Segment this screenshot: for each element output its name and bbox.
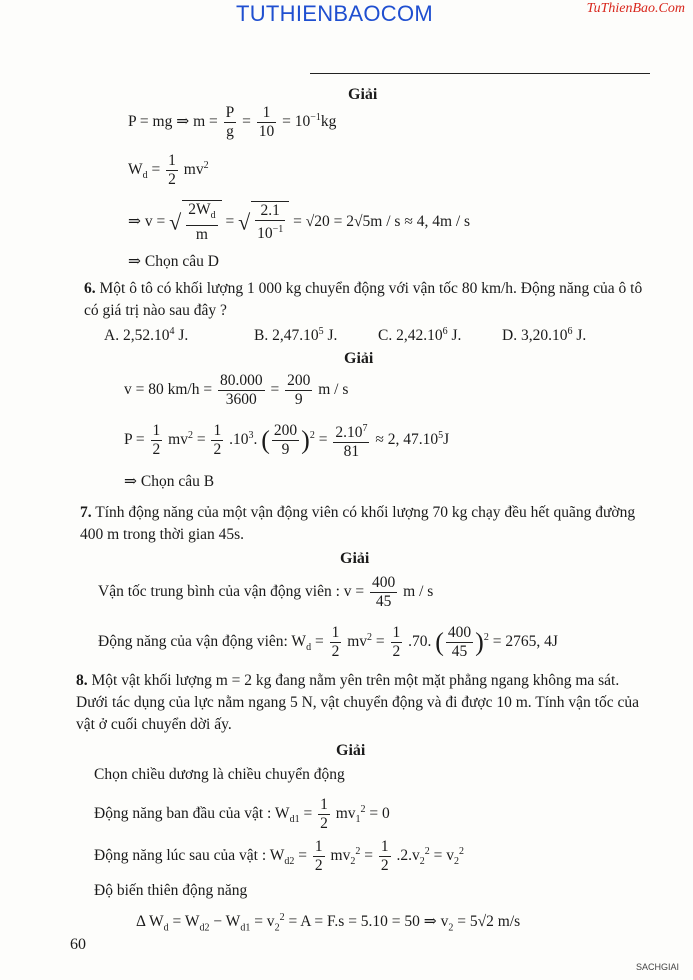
fraction: $\frac{1}{2}$ xyxy=(380,838,389,874)
equation-line: ⇒ v = √ $\frac{2W_d}{m}$ = √ $\frac{2.1}{10^{-1}}$ = √20 = 2√5m / s ≈ 4, 4m / s xyxy=(128,201,471,244)
fraction: $\frac{1}{2}$ xyxy=(213,422,222,459)
fraction: $\frac{P}{g}$ xyxy=(225,104,235,140)
fraction: $\frac{80.000}{3600}$ xyxy=(219,372,263,408)
equation-line: v = 80 km/h = $\frac{80.000}{3600}$ = $\frac{200}{9}$ m / s xyxy=(124,372,349,408)
fraction: $\frac{1}{2}$ xyxy=(320,796,328,832)
question-8: 8. Một vật khối lượng m = 2 kg đang nằm yên trên một mặt phẳng ngang không ma sát. Dưới tác dụng của lực nằm ngang 5 N, vật chuyển động và đi được 10 m. Tính vận tốc của vật ở cuối chuyển dời ấy. xyxy=(76,672,640,733)
solution-heading: Giải xyxy=(336,742,366,759)
equation-line: Động năng của vận động viên: $W_d$ = $\frac{1}{2}$ $mv^2$ = $\frac{1}{2}$ .70. ( $\frac{400}{45}$ )$^2$ = 2765, 4J xyxy=(98,624,558,660)
fraction: $\frac{1}{2}$ xyxy=(392,624,401,660)
equation-line: Δ $W_d = W_{d2} - W_{d1} = v_2^2 = A = F.s = 5.10 = 50$ ⇒ $v_2 = 5√2$ m/s xyxy=(136,912,521,934)
option-d: D. 3,20.10$^6$ J. xyxy=(502,326,587,345)
fraction: $\frac{400}{45}$ xyxy=(372,574,396,610)
site-logo: TuThienBao.Com xyxy=(586,1,685,16)
equation-line: Vận tốc trung bình của vận động viên : v = $\frac{400}{45}$ m / s xyxy=(98,574,434,610)
answer-choice: ⇒ Chọn câu D xyxy=(128,253,219,270)
footer-logo: SACHGIAI xyxy=(635,962,679,972)
fraction: $\frac{2W_d}{m}$ xyxy=(188,201,216,244)
fraction: $\frac{1}{2}$ xyxy=(152,422,161,459)
fraction: $\frac{200}{9}$ xyxy=(273,422,298,459)
equation-line: $W_d$ = $\frac{1}{2}$ $mv^2$ xyxy=(128,152,209,188)
fraction: $\frac{400}{45}$ xyxy=(447,624,472,660)
question-6: 6. Một ô tô có khối lượng 1 000 kg chuyển động với vận tốc 80 km/h. Động năng của ô tô có giá trị nào sau đây ? xyxy=(84,280,643,319)
fraction: $\frac{2.10^7}{81}$ xyxy=(333,420,369,461)
fraction: $\frac{1}{10}$ xyxy=(258,104,275,140)
equation-line: P = $\frac{1}{2}$ $mv^2$ = $\frac{1}{2}$ $.10^3$. ( $\frac{200}{9}$ )$^2$ = $\frac{2.10^7}{81}$ ≈ 2, 47.10$^5$J xyxy=(124,420,449,461)
solution-heading: Giải xyxy=(340,550,370,567)
text-line: Chọn chiều dương là chiều chuyển động xyxy=(94,766,345,783)
question-7: 7. Tính động năng của một vận động viên có khối lượng 70 kg chạy đều hết quãng đường 400 m trong thời gian 45s. xyxy=(80,504,636,543)
text-line: Độ biến thiên động năng xyxy=(94,882,248,899)
answer-choice: ⇒ Chọn câu B xyxy=(124,473,215,490)
fraction: $\frac{1}{2}$ xyxy=(168,152,176,188)
fraction: $\frac{200}{9}$ xyxy=(287,372,311,408)
option-c: C. 2,42.10$^6$ J. xyxy=(378,326,462,345)
equation-line: Động năng lúc sau của vật : $W_{d2}$ = $\frac{1}{2}$ $mv_2^2$ = $\frac{1}{2}$ $.2.v_2^2 = v_2^2$ xyxy=(94,838,464,874)
page-number: 60 xyxy=(70,936,86,953)
fraction: $\frac{1}{2}$ xyxy=(331,624,340,660)
solution-heading: Giải xyxy=(348,86,378,103)
option-b: B. 2,47.10$^5$ J. xyxy=(254,326,338,345)
fraction: $\frac{2.1}{10^{-1}}$ xyxy=(257,201,284,243)
solution-heading: Giải xyxy=(344,350,374,367)
equation-line: P = mg ⇒ m = $\frac{P}{g}$ = $\frac{1}{10}$ = $10^{-1}kg$ xyxy=(128,104,337,140)
option-a: A. 2,52.10$^4$ J. xyxy=(104,326,189,345)
site-title: TUTHIENBAOCOM xyxy=(236,1,434,26)
divider xyxy=(310,73,650,74)
equation-line: Động năng ban đầu của vật : $W_{d1}$ = $\frac{1}{2}$ $mv_1^2 = 0$ xyxy=(94,796,390,832)
fraction: $\frac{1}{2}$ xyxy=(314,838,323,874)
